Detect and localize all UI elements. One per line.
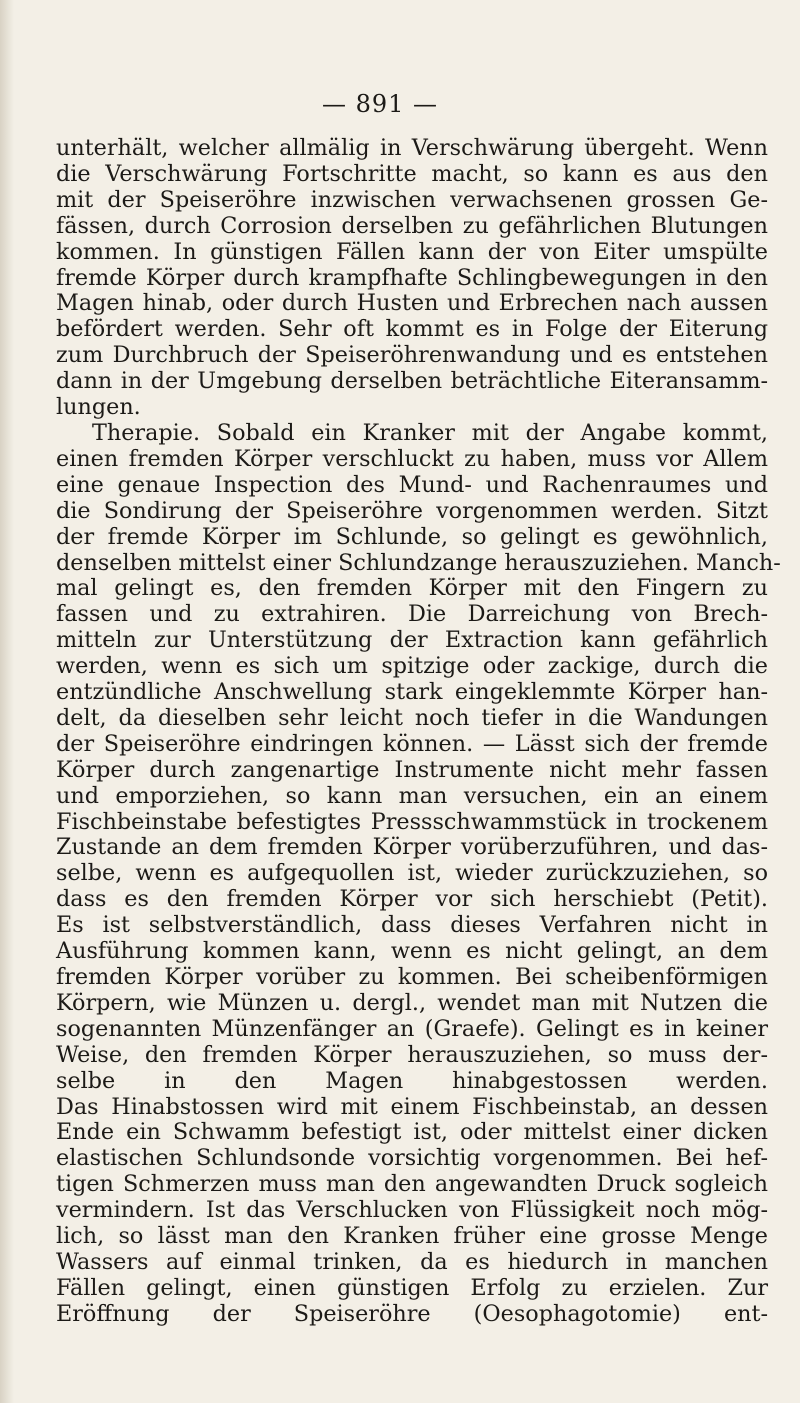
text-line: Zustande an dem fremden Körper vorüberzuführen, und das- <box>56 834 768 861</box>
text-line: fässen, durch Corrosion derselben zu gefährlichen Blutungen <box>56 212 768 239</box>
text-line: befördert werden. Sehr oft kommt es in Folge der Eiterung <box>56 316 768 343</box>
text-line: Körpern, wie Münzen u. dergl., wendet man mit Nutzen die <box>56 989 768 1016</box>
text-line: Magen hinab, oder durch Husten und Erbrechen nach aussen <box>56 290 768 317</box>
text-line: selbe in den Magen hinabgestossen werden. <box>56 1067 768 1094</box>
text-line: Ausführung kommen kann, wenn es nicht gelingt, an dem <box>56 938 768 965</box>
text-line: vermindern. Ist das Verschlucken von Flüssigkeit noch mög- <box>56 1197 768 1224</box>
text-line: die Sondirung der Speiseröhre vorgenommen werden. Sitzt <box>56 497 768 524</box>
text-line: der fremde Körper im Schlunde, so gelingt es gewöhnlich, <box>56 523 768 550</box>
text-line: sogenannten Münzenfänger an (Graefe). Gelingt es in keiner <box>56 1015 768 1042</box>
text-line: Fällen gelingt, einen günstigen Erfolg zu erzielen. Zur <box>56 1274 768 1301</box>
text-line: lungen. <box>56 394 141 421</box>
text-line: Das Hinabstossen wird mit einem Fischbeinstab, an dessen <box>56 1093 768 1120</box>
page-gutter-shadow <box>0 0 14 1403</box>
body-text <box>56 135 781 1328</box>
text-line: dass es den fremden Körper vor sich herschiebt (Petit). <box>56 886 768 913</box>
text-line: lich, so lässt man den Kranken früher eine grosse Menge <box>56 1223 768 1250</box>
text-line: werden, wenn es sich um spitzige oder zackige, durch die <box>56 653 768 680</box>
text-line: einen fremden Körper verschluckt zu haben, muss vor Allem <box>56 445 768 472</box>
text-line: zum Durchbruch der Speiseröhrenwandung und es entstehen <box>56 342 768 369</box>
text-line: entzündliche Anschwellung stark eingeklemmte Körper han- <box>56 679 768 706</box>
text-line: selbe, wenn es aufgequollen ist, wieder zurückzuziehen, so <box>56 860 768 887</box>
text-line: delt, da dieselben sehr leicht noch tiefer in die Wandungen <box>56 704 768 731</box>
text-line: Eröffnung der Speiseröhre (Oesophagotomie) ent- <box>56 1300 768 1327</box>
text-line: Weise, den fremden Körper herauszuziehen, so muss der- <box>56 1041 768 1068</box>
text-line: Wassers auf einmal trinken, da es hiedurch in manchen <box>56 1248 768 1275</box>
page-number: — 891 — <box>321 90 439 118</box>
text-line: Körper durch zangenartige Instrumente nicht mehr fassen <box>56 756 768 783</box>
text-line: fremde Körper durch krampfhafte Schlingbewegungen in den <box>56 264 768 291</box>
text-line: mitteln zur Unterstützung der Extraction kann gefährlich <box>56 627 768 654</box>
text-line: Fischbeinstabe befestigtes Pressschwammstück in trockenem <box>56 808 768 835</box>
text-line: elastischen Schlundsonde vorsichtig vorgenommen. Bei hef- <box>56 1145 768 1172</box>
text-line: mit der Speiseröhre inzwischen verwachsenen grossen Ge- <box>56 186 768 213</box>
text-line: Ende ein Schwamm befestigt ist, oder mittelst einer dicken <box>56 1119 768 1146</box>
section-heading-line: Therapie. Sobald ein Kranker mit der Angabe kommt, <box>92 419 768 446</box>
text-line: fremden Körper vorüber zu kommen. Bei scheibenförmigen <box>56 964 768 990</box>
text-line: eine genaue Inspection des Mund- und Rachenraumes und <box>56 471 768 498</box>
text-line: denselben mittelst einer Schlundzange herauszuziehen. Manch- <box>56 549 781 576</box>
text-line: die Verschwärung Fortschritte macht, so kann es aus den <box>56 160 768 187</box>
text-line: Es ist selbstverständlich, dass dieses Verfahren nicht in <box>56 912 768 939</box>
text-line: der Speiseröhre eindringen können. — Lässt sich der fremde <box>56 730 768 757</box>
text-line: dann in der Umgebung derselben beträchtliche Eiteransamm- <box>56 368 768 395</box>
text-line: und emporziehen, so kann man versuchen, ein an einem <box>56 782 768 809</box>
text-line: mal gelingt es, den fremden Körper mit den Fingern zu <box>56 575 768 602</box>
text-line: unterhält, welcher allmälig in Verschwärung übergeht. Wenn <box>56 135 768 161</box>
text-line: kommen. In günstigen Fällen kann der von Eiter umspülte <box>56 238 768 265</box>
text-line: fassen und zu extrahiren. Die Darreichung von Brech- <box>56 601 768 628</box>
text-line: tigen Schmerzen muss man den angewandten Druck sogleich <box>56 1171 768 1198</box>
